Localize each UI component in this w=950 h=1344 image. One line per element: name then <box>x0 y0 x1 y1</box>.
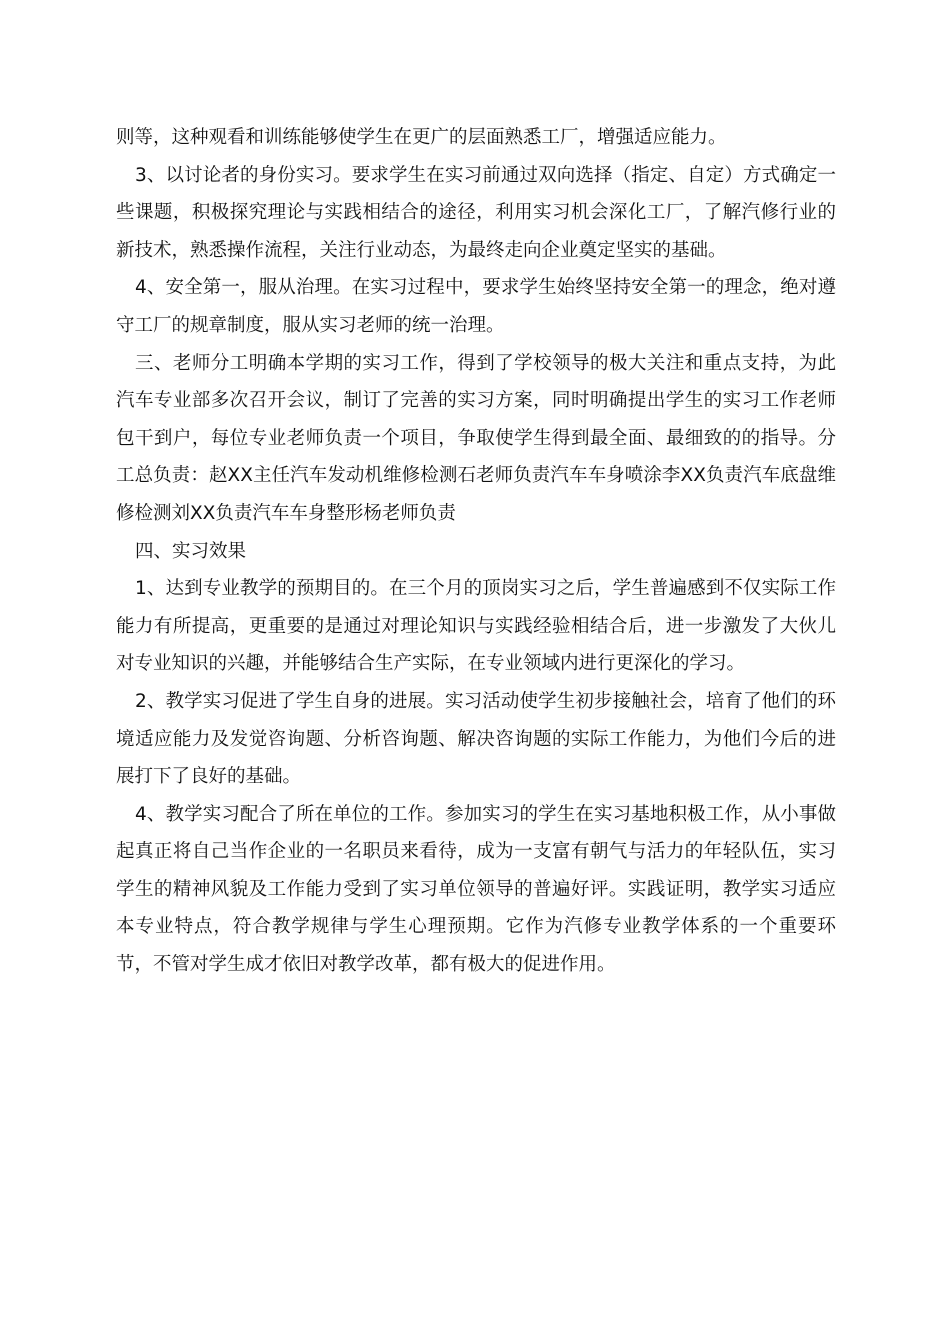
paragraph-effect-1: 1、达到专业教学的预期目的。在三个月的顶岗实习之后，学生普遍感到不仅实际工作能力有所提高，更重要的是通过对理论知识与实践经验相结合后，进一步激发了大伙儿对专业知识的兴趣，并能够结合生产实际，在专业领域内进行更深化的学习。 <box>116 578 836 675</box>
paragraph-effect-2: 2、教学实习促进了学生自身的进展。实习活动使学生初步接触社会，培育了他们的环境适应能力及发觉咨询题、分析咨询题、解决咨询题的实际工作能力，为他们今后的进展打下了良好的基础。 <box>116 690 836 788</box>
paragraph-item-4-safety: 4、安全第一，服从治理。在实习过程中，要求学生始终坚持安全第一的理念，绝对遵守工厂的规章制度，服从实习老师的统一治理。 <box>116 277 836 336</box>
paragraph-section-3: 三、老师分工明确本学期的实习工作，得到了学校领导的极大关注和重点支持，为此汽车专业部多次召开会议，制订了完善的实习方案，同时明确提出学生的实习工作老师包干到户，每位专业老师负责一个项目，争取使学生得到最全面、最细致的的指导。分工总负责：赵XX主任汽车发动机维修检测石老师负责汽车车身喷涂李XX负责汽车底盘维修检测刘XX负责汽车车身整形杨老师负责 <box>116 352 836 524</box>
paragraph-continuation: 则等，这种观看和训练能够使学生在更广的层面熟悉工厂，增强适应能力。 <box>116 127 727 148</box>
paragraph-effect-4: 4、教学实习配合了所在单位的工作。参加实习的学生在实习基地积极工作，从小事做起真正将自己当作企业的一名职员来看待，成为一支富有朝气与活力的年轻队伍，实习学生的精神风貌及工作能力受到了实习单位领导的普遍好评。实践证明，教学实习适应本专业特点，符合教学规律与学生心理预期。它作为汽修专业教学体系的一个重要环节，不管对学生成才依旧对教学改革，都有极大的促进作用。 <box>116 803 836 976</box>
section-heading-4: 四、实习效果 <box>135 540 247 562</box>
document-body <box>116 119 836 984</box>
paragraph-item-3: 3、以讨论者的身份实习。要求学生在实习前通过双向选择（指定、自定）方式确定一些课题，积极探究理论与实践相结合的途径，利用实习机会深化工厂，了解汽修行业的新技术，熟悉操作流程，关注行业动态，为最终走向企业奠定坚实的基础。 <box>116 164 836 261</box>
